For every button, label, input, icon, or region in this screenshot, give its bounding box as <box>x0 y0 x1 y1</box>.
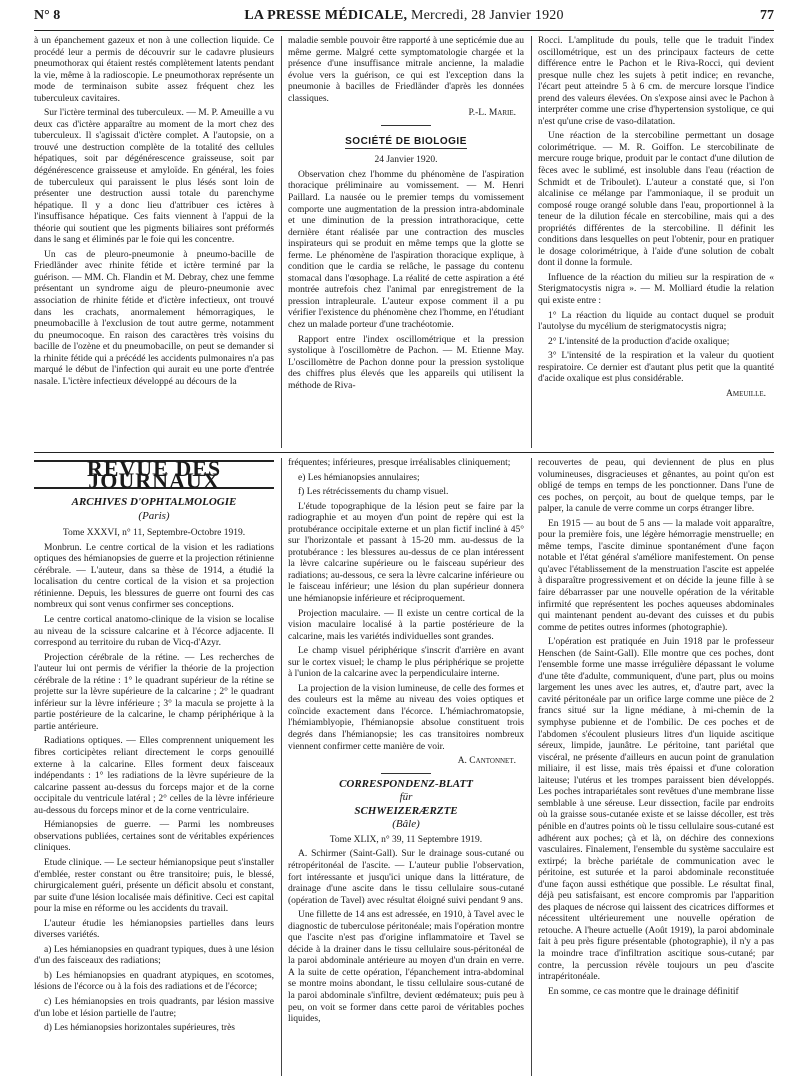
paragraph: A. Schirmer (Saint-Gall). Sur le drainage sous-cutané ou rétropéritonéal de l'ascite. — L'auteur publie l'observation, fort intéressante et jusqu'ici unique dans la littérature, de drainage d'une ascite dans le tissu cellulaire sous-cutané (opération de Tavel) avec résultat éloigné suivi pendant 9 ans. <box>288 849 524 906</box>
list-item: b) Les hémianopsies en quadrant atypiques, en scotomes, lésions de l'écorce ou à la fois des radiations et de l'écorce; <box>34 970 274 993</box>
paragraph: à un épanchement gazeux et non à une collection liquide. Ce procédé leur a permis de découvrir sur le cadavre plusieurs pneumothorax qui étaient restés complètement latents pendant la vie, même à la radioscopie. Le pneumothorax représente un mode de terminaison subite assez fréquent chez les tuberculeux cavitaires. <box>34 36 274 104</box>
page-number-left: N° 8 <box>34 8 61 23</box>
header-rule <box>34 30 774 31</box>
list-item: a) Les hémianopsies en quadrant typiques, dues à une lésion d'un des faisceaux des radiations; <box>34 944 274 967</box>
column-divider <box>281 36 282 448</box>
signature: P.-L. Marie. <box>468 108 516 119</box>
list-item: f) Les rétrécissements du champ visuel. <box>298 487 449 498</box>
paragraph: Une réaction de la stercobiline permettant un dosage colorimétrique. — M. R. Goiffon. Le stercobilinate de mercure rouge brique, produit par le contact d'une dilution de fèces avec le sublimé, est insoluble dans l'eau (réaction de Schmidt et de Triboulet). L'auteur a constaté que, si l'on alcalinise ce mélange par l'ammoniaque, il se produit un composé rouge orangé soluble dans l'eau, proportionnel à la teneur de la dilution fécale en stercobiline, mais qui a des propriétés différentes de la stercobiline. Il définit les conditions dans lesquelles on peut l'obtenir, pour en pratiquer le dosage colorimétrique, à l'aide d'une solution de cobalt dont il donne la formule. <box>538 131 774 269</box>
signature: Ameuille. <box>726 388 766 399</box>
bottom-column-2 <box>288 458 524 1076</box>
paragraph: La projection de la vision lumineuse, de celle des formes et des couleurs est la même au niveau des voies optiques et coïncide exactement dans l'écorce. L'hémiachromatopsie, l'hémiamblyopie, l'hémianopsie absolue constituent trois degrés dans l'hémianopsie; les cas transitoires nombreux viennent confirmer cette manière de voir. <box>288 683 524 752</box>
paragraph: Projection maculaire. — Il existe un centre cortical de la vision maculaire localisé à la partie postérieure de la calcarine, mais les variétés individuelles sont grandes. <box>288 608 524 642</box>
section-title-text: REVUE DES JOURNAUX <box>34 460 274 489</box>
paragraph: Rapport entre l'index oscillométrique et la pression systolique à l'oscillomètre de Pachon. — M. Etienne May. L'oscillomètre de Pachon donne pour la pression systolique des chiffres plus élevés que les appareils qui utilisent la méthode de Riva- <box>288 334 524 391</box>
journal-name: LA PRESSE MÉDICALE, <box>244 8 408 23</box>
top-column-3 <box>538 36 774 448</box>
paragraph: Radiations optiques. — Elles comprennent uniquement les fibres corticipètes reliant directement le corps genouillé externe à la calcarine. Elles forment deux faisceaux indépendants : 1° les radiations de la lèvre supérieure de la calcarine passent au-dessus du forceps major et de la corne occipitale du ventricule latéral ; 2° celles de la lèvre inférieure au-dessous du forceps minor et de la corne ventriculaire. <box>34 736 274 816</box>
paragraph: Rocci. L'amplitude du pouls, telle que le traduit l'index oscillométrique, est un des principaux facteurs de cette différence entre le Pachon et le Riva-Rocci, qui devient presque nulle chez les sujets à petit indice; en revanche, l'écart peut atteindre 5 à 6 cm. de mercure lorsque l'indice prend des valeurs élevées. On s'expose ainsi avec le Pachon à interpréter comme une crise d'hypertension systolique, ce qui n'est qu'une crise de vaso-dilatation. <box>538 36 774 127</box>
column-divider <box>531 36 532 448</box>
journal-tome: Tome XXXVI, n° 11, Septembre-Octobre 1919. <box>62 528 246 539</box>
paragraph: Une fillette de 14 ans est adressée, en 1910, à Tavel avec le diagnostic de tuberculose péritonéale; mais l'opération montre que l'ascite n'est pas d'origine inflammatoire et Tavel se décide à la drainer dans le tissu cellulaire sous-péritonéal de la paroi abdominale antérieure au moyen d'un drain en verre. A la suite de cette opération, l'épanchement intra-abdominal se montre moins abondant, le tissu cellulaire sous-cutané de la paroi abdominale s'infiltre, devient œdémateux; puis peu à peu, on voit se former dans cette paroi de véritables poches liquides, <box>288 910 524 1025</box>
list-item: 1° La réaction du liquide au contact duquel se produit l'autolyse du mycélium de sterigmatocystis nigra; <box>538 310 774 333</box>
paragraph: L'opération est pratiquée en Juin 1918 par le professeur Henschen (de Saint-Gall). Elle montre que ces poches, dont l'ensemble forme une masse irrégulière dépassant le volume d'une tête d'adulte, communiquent, d'une part, plus ou moins largement les unes avec les autres, et, d'autre part, avec la cavité péritonéale par un orifice large comme une pièce de 2 francs situé sur la ligne médiane, à mi-chemin de la symphyse pubienne et de l'ombilic. De ces poches et de l'abdomen s'écoulent plusieurs litres d'un liquide ascitique séreux, limpide, jaunâtre. Le péritoine, tant pariétal que viscéral, ne présente d'ailleurs en aucun point de granulation miliaire, il est lisse, mais très épaissi et d'une coloration laiteuse; l'utérus et les trompes paraissent bien développés. Les poches intrapariétales sont revêtues d'une membrane lisse semblable à une séreuse. Leur dissection, facile par endroits où la graisse sous-cutanée existe et se laisse décoller, est très pénible en d'autres points où le tissu cellulaire sous-cutané est adhérent aux poches; çà et là, on déchire des connexions vasculaires. Finalement, l'ensemble du système sacculaire est extirpé; la brèche pariétale de communication avec le péritoine, est suturée et la paroi abdominale reconstituée d'une façon aussi esthétique que possible. Le résultat final, déjà peu satisfaisant, est encore compromis par l'apparition des plaques de nécrose qui laissent des cicatrices difformes et nécessitent ultérieurement une nouvelle opération de retouche. A l'heure actuelle (Août 1919), la paroi abdominale fait à peu près figure présentable (photographie), il n'y a pas la moindre trace d'infiltration ascitique sous-cutané; par contre, la percussion révèle toujours un peu d'ascite intrapéritonéale. <box>538 637 774 983</box>
paragraph: Un cas de pleuro-pneumonie à pneumo-bacille de Friedländer avec rhinite fétide et ictère terminé par la guérison. — MM. Ch. Flandin et M. Debray, chez une femme présentant un syndrome aigu de pleuro-pneumonie avec association de rhinite fétide et d'ictère infectieux, ont trouvé dans les crachats, anormalement hémorragiques, le pneumobacille à l'exclusion de tout autre germe, notamment du pneumocoque. En raison des caractères très voisins du bacille de l'ozène et du pneumobacille, on peut se demander si la rhinite fétide qui a précédé les accidents pulmonaires n'a pas marqué le début de l'infection qui aurait eu une porte d'entrée nasale. L'ictère infectieux développé au décours de la <box>34 249 274 387</box>
paragraph: recouvertes de peau, qui deviennent de plus en plus volumineuses, disgracieuses et gênantes, au point qu'on est obligé de temps en temps de les ponctionner. Dans l'une de ces poches, on perçoit, au bout de quelque temps, par le palper, la canule de verre comme un corps étranger libre. <box>538 458 774 515</box>
journal-place: (Bâle) <box>392 818 420 831</box>
paragraph: En somme, ce cas montre que le drainage définitif <box>548 986 739 997</box>
paragraph: Projection cérébrale de la rétine. — Les recherches de l'auteur lui ont permis de vérifier la théorie de la projection cérébrale de la rétine : 1° le quadrant supérieur de la rétine se projette sur la lèvre supérieure de la calcarine ; 2° le quadrant inférieur sur la lèvre inférieure ; 3° la macula se projette à la partie postérieure de la calcarine, le champ périphérique à la partie antérieure. <box>34 652 274 732</box>
paragraph: Hémianopsies de guerre. — Parmi les nombreuses observations publiées, certaines sont de véritables expériences cliniques. <box>34 820 274 854</box>
page-number-right: 77 <box>760 8 774 23</box>
journal-title <box>34 8 774 24</box>
journal-tome: Tome XLIX, n° 39, 11 Septembre 1919. <box>329 834 483 845</box>
section-date: 24 Janvier 1920. <box>374 155 438 166</box>
bottom-column-1 <box>34 458 274 1076</box>
issue-date: Mercredi, 28 Janvier 1920 <box>410 8 564 23</box>
section-heading-text: SOCIÉTÉ DE BIOLOGIE <box>345 136 467 150</box>
section-heading <box>288 136 524 150</box>
paragraph: Influence de la réaction du milieu sur la respiration de « Sterigmatocystis nigra ». — M. Molliard étudie la relation qui existe entre : <box>538 272 774 307</box>
divider <box>381 773 431 774</box>
paragraph: maladie semble pouvoir être rapporté à une septicémie due au même germe. Malgré cette symptomatologie chargée et la présence d'une insuffisance mitrale ancienne, la maladie évolue vers la guérison, ce qui est l'exception dans la pneumonie à bacilles de Friedländer d'après les données classiques. <box>288 36 524 104</box>
paragraph: Monbrun. Le centre cortical de la vision et les radiations optiques des hémianopsies de guerre et la projection rétinienne cérébrale. — L'auteur, dans sa thèse de 1914, a étudié la localisation du centre cortical de la vision et sa projection rétinienne. Depuis, les blessures de guerre ont fourni des cas nombreux qui sont venus confirmer ses conceptions. <box>34 542 274 611</box>
journal-name-2: SCHWEIZERÆRZTE <box>354 804 458 817</box>
running-header <box>34 6 774 32</box>
list-item: fréquentes; inférieures, presque irréalisables cliniquement; <box>288 458 511 468</box>
paragraph: Le champ visuel périphérique s'inscrit d'arrière en avant sur le cortex visuel; le champ le plus périphérique se projette à l'union de la calcarine avec la perpendiculaire interne. <box>288 646 524 680</box>
top-column-1 <box>34 36 274 448</box>
section-rule <box>34 452 774 453</box>
paragraph: Sur l'ictère terminal des tuberculeux. — M. P. Ameuille a vu deux cas d'ictère apparaître au moment de la mort chez des tuberculeux. Il s'agissait d'ictère complet. A l'autopsie, on a trouvé une destruction complète de la totalité des cellules hépatiques, soit par dégénérescence graisseuse, soit par dégénérescence graisseuse et amyloïde. En général, les foies de tuberculeux qui paraissent le plus lésés sont loin de présenter une destruction aussi totale du parenchyme hépatique. Il y a donc lieu d'attribuer ces ictères à l'insuffisance hépatique. Ces faits viennent à l'appui de la théorie qui soutient que les pigments biliaires sont préformés dans le sang et éliminés par le foie qui les concentre. <box>34 108 274 246</box>
paragraph: Observation chez l'homme du phénomène de l'aspiration thoracique préliminaire au vomissement. — M. Henri Paillard. La nausée ou le premier temps du vomissement comporte une augmentation de la pression intra-abdominale et une diminution de la pression intrathoracique, cette dernière étant réalisée par une contraction des muscles inspirateurs qui se produit en même temps que la glotte se ferme. Le phénomène de l'aspiration thoracique explique, à condition que le cardia se relâche, le passage du contenu stomacal dans l'œsophage. La réalité de cette aspiration a été montrée autrefois chez l'animal par enregistrement de la pression intrapleurale. L'auteur expose comment il a pu vérifier l'existence du phénomène chez l'homme, en l'étudiant chez un malade porteur d'une trachéotomie. <box>288 169 524 331</box>
journal-place: (Paris) <box>138 509 170 522</box>
paragraph: L'auteur étudie les hémianopsies partielles dans leurs diverses variétés. <box>34 918 274 941</box>
list-item: e) Les hémianopsies annulaires; <box>298 472 420 483</box>
section-title <box>34 458 274 493</box>
list-item: 2° L'intensité de la production d'acide oxalique; <box>548 336 730 347</box>
list-item: 3° L'intensité de la respiration et la valeur du quotient respiratoire. Ce dernier est d'autant plus petit que la quantité d'acide oxalique est plus considérable. <box>538 351 774 385</box>
list-item: c) Les hémianopsies en trois quadrants, par lésion massive d'un lobe et lésion partielle de l'autre; <box>34 996 274 1019</box>
signature: A. Cantonnet. <box>457 756 516 767</box>
paragraph: En 1915 — au bout de 5 ans — la malade voit apparaître, pour la première fois, une légère hémorragie menstruelle; en même temps, l'ascite diminue spontanément d'une façon notable et l'état général s'améliore manifestement. On pense qu'avec l'établissement de la menstruation l'ascite est appelée à disparaître progressivement et on décide la jeune fille à se faire débarrasser par une nouvelle opération de la véritable infirmité que représentent les poches aqueuses abdominales qui maintenant pendent au-devant des cuisses et du pubis comme de petites outres informes (photographie). <box>538 518 774 633</box>
column-divider <box>281 458 282 1076</box>
bottom-column-3 <box>538 458 774 1076</box>
paragraph: L'étude topographique de la lésion peut se faire par la radiographie et au moyen d'un point de repère qui est la protubérance occipitale externe et un plan fictif incliné à 45° sur l'horizontale et passant à 15-20 mm. au-dessus de la protubérance : les blessures au-dessus de ce plan intéressent la lèvre calcarine supérieure ou le faisceau supérieur des radiations; au-dessous, ce sera la lèvre calcarine inférieure ou le faisceau inférieur; une lésion du plan supérieur donnera une hémianopsie inférieure et réciproquement. <box>288 501 524 605</box>
journal-name-fur: für <box>399 791 413 804</box>
divider <box>381 125 431 126</box>
paragraph: Le centre cortical anatomo-clinique de la vision se localise au niveau de la scissure calcarine et à l'écorce adjacente. Il correspond au territoire du ruban de Vicq-d'Azyr. <box>34 615 274 649</box>
column-divider <box>531 458 532 1076</box>
list-item: d) Les hémianopsies horizontales supérieures, très <box>44 1023 235 1034</box>
paragraph: Etude clinique. — Le secteur hémianopsique peut s'installer d'emblée, rester constant ou être transitoire; puis, le blessé, chirurgicalement guéri, présente un déficit absolu et constant, par suite d'une lésion localisée mais définitive. Ceci est capital pour la mise en réforme ou les accidents du travail. <box>34 857 274 915</box>
journal-name: CORRESPONDENZ-BLATT <box>339 777 473 790</box>
top-column-2 <box>288 36 524 448</box>
journal-name: ARCHIVES D'OPHTALMOLOGIE <box>71 496 237 509</box>
